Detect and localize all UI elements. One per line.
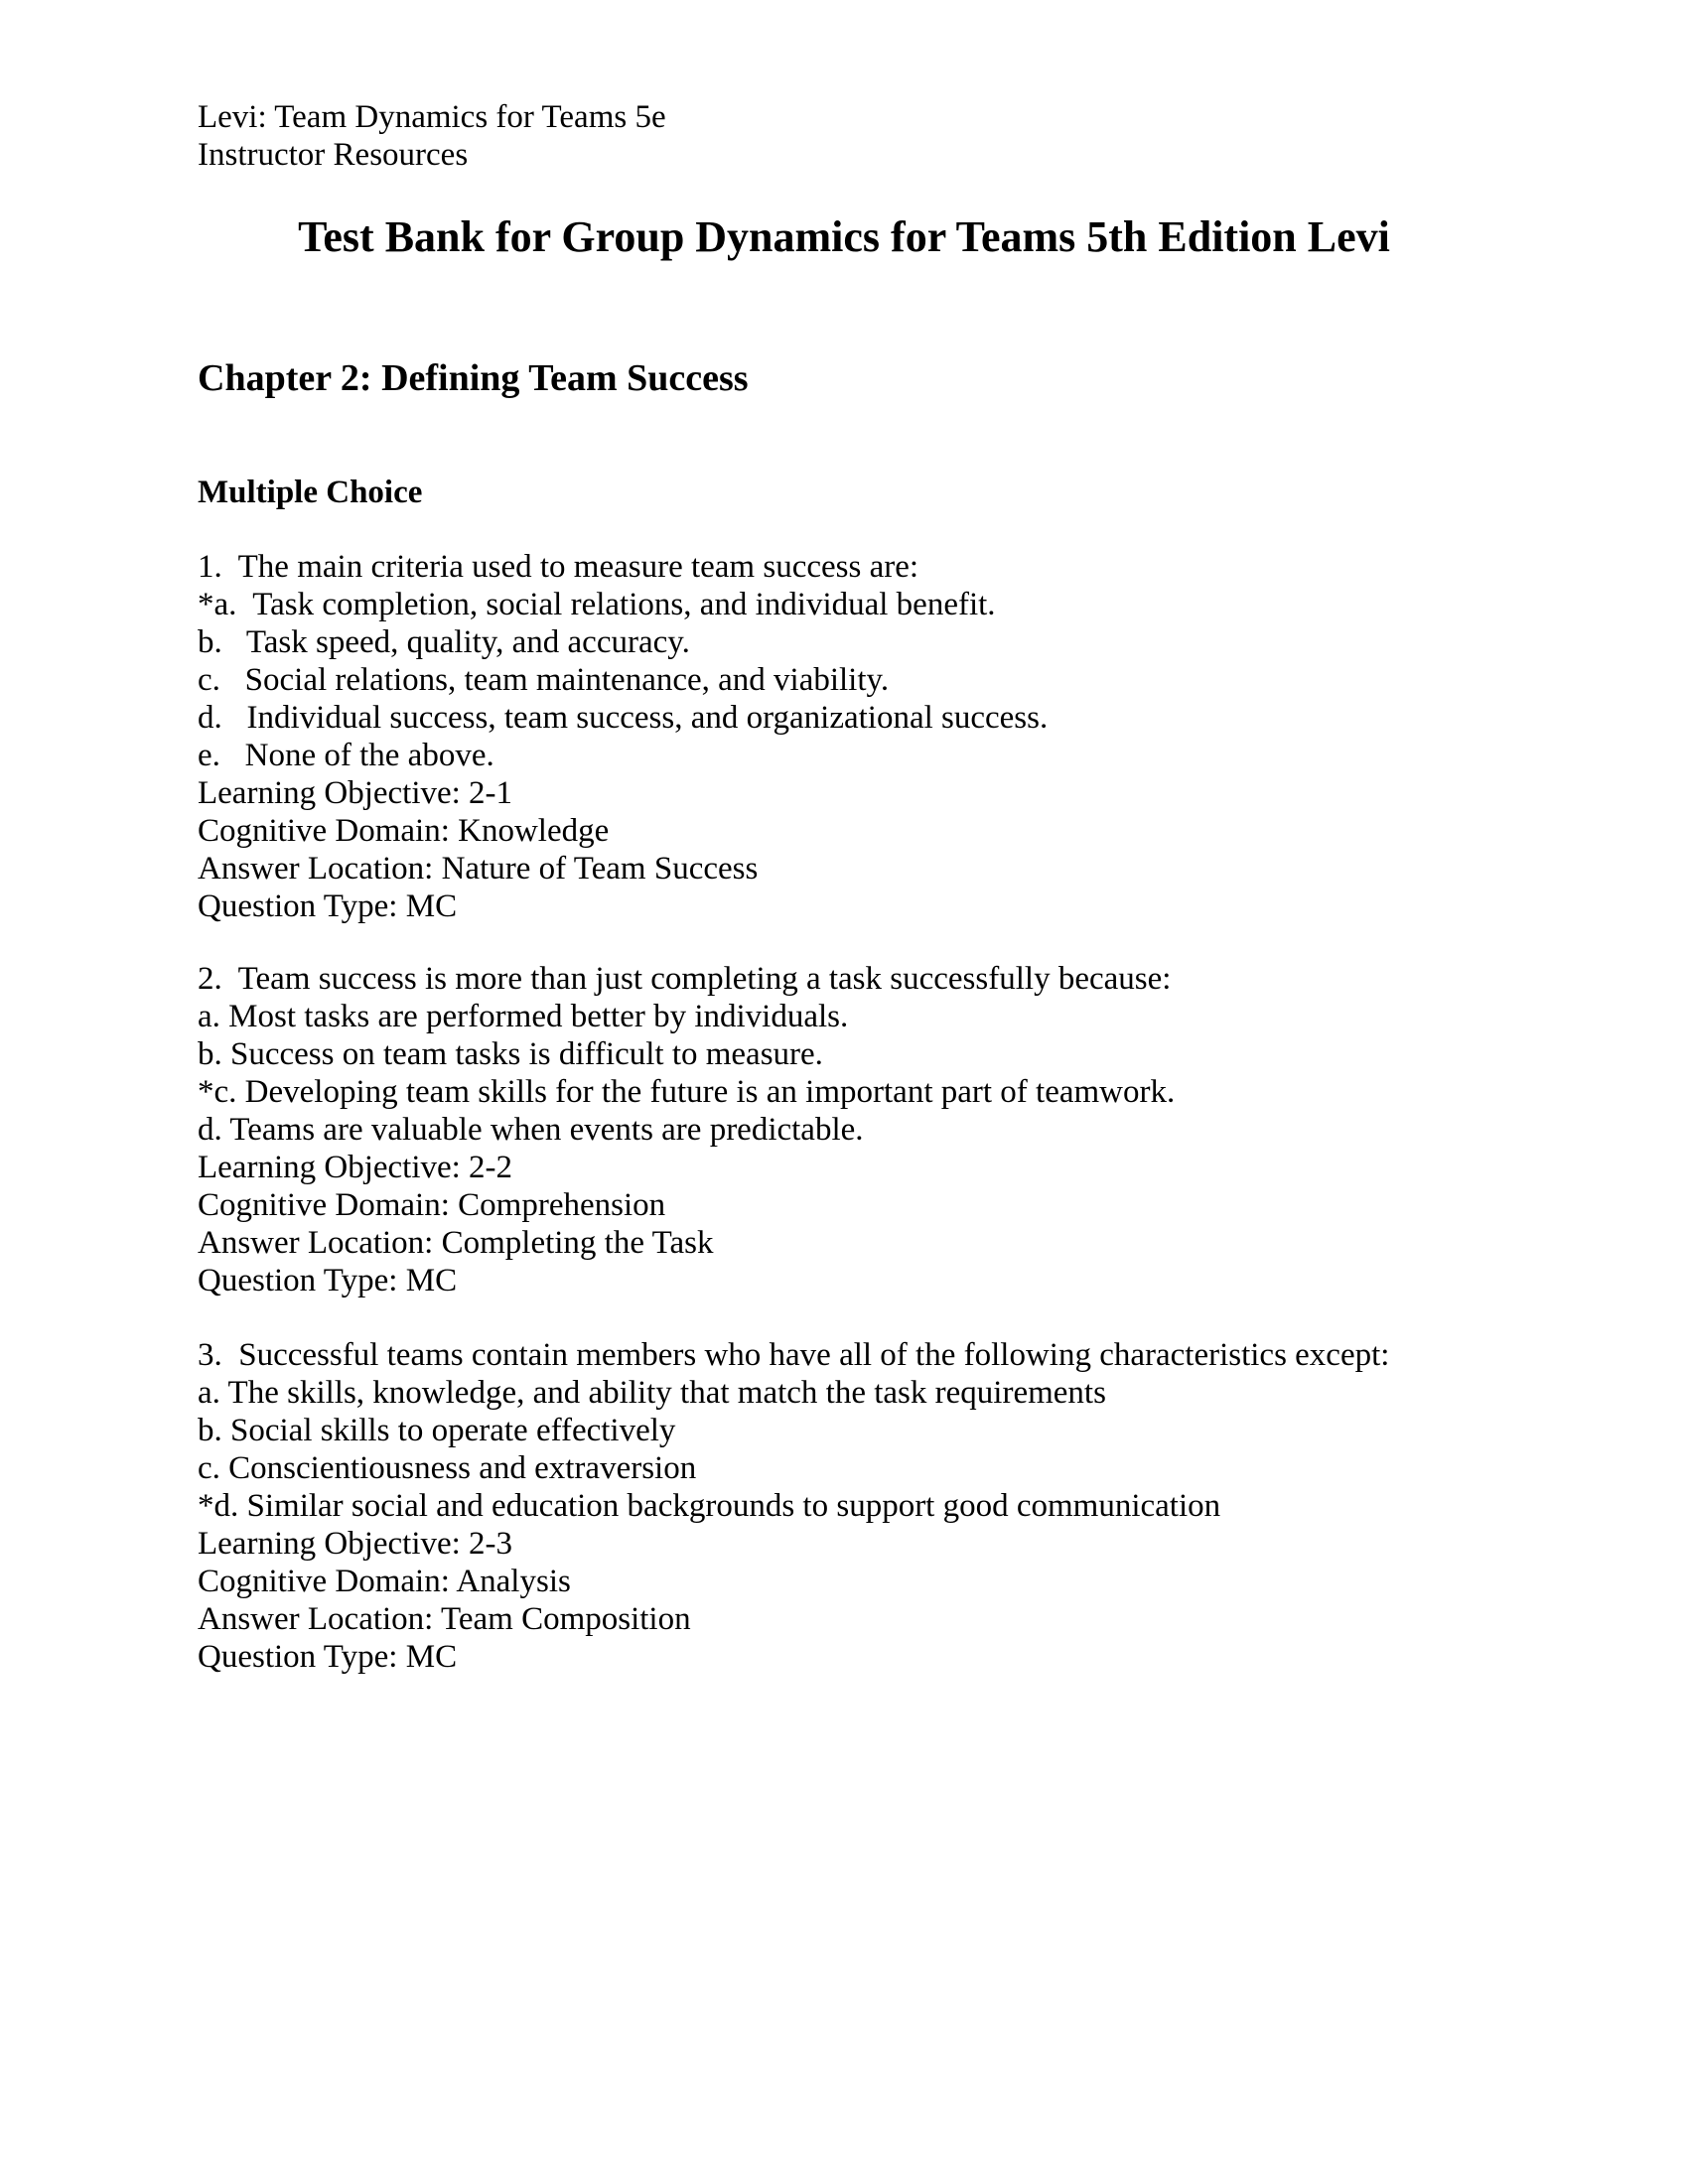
- answer-option: a. The skills, knowledge, and ability that match the task requirements: [198, 1375, 1106, 1411]
- answer-option: d. Teams are valuable when events are predictable.: [198, 1112, 864, 1148]
- cognitive-domain: Cognitive Domain: Comprehension: [198, 1187, 666, 1223]
- answer-location: Answer Location: Team Composition: [198, 1601, 691, 1637]
- question-stem: 1. The main criteria used to measure team success are:: [198, 549, 919, 585]
- question-type: Question Type: MC: [198, 888, 458, 924]
- answer-option: b. Success on team tasks is difficult to measure.: [198, 1036, 823, 1072]
- question-2: [198, 960, 1175, 1299]
- answer-option: e. None of the above.: [198, 738, 494, 773]
- question-stem: 3. Successful teams contain members who have all of the following characteristics except:: [198, 1337, 1390, 1373]
- header-line-1: Levi: Team Dynamics for Teams 5e: [198, 99, 666, 135]
- cognitive-domain: Cognitive Domain: Knowledge: [198, 813, 610, 849]
- learning-objective: Learning Objective: 2-3: [198, 1526, 513, 1562]
- answer-option: c. Conscientiousness and extraversion: [198, 1450, 697, 1486]
- answer-option: d. Individual success, team success, and organizational success.: [198, 700, 1049, 736]
- section-heading: Multiple Choice: [198, 475, 423, 510]
- answer-option: b. Task speed, quality, and accuracy.: [198, 624, 690, 660]
- chapter-heading: Chapter 2: Defining Team Success: [198, 357, 749, 399]
- question-3: [198, 1336, 1389, 1676]
- question-1: [198, 548, 1048, 925]
- learning-objective: Learning Objective: 2-2: [198, 1150, 513, 1185]
- answer-option: b. Social skills to operate effectively: [198, 1413, 676, 1448]
- header-line-2: Instructor Resources: [198, 137, 469, 173]
- running-header: [198, 98, 666, 174]
- answer-location: Answer Location: Completing the Task: [198, 1225, 714, 1261]
- question-type: Question Type: MC: [198, 1639, 458, 1675]
- answer-location: Answer Location: Nature of Team Success: [198, 851, 759, 887]
- cognitive-domain: Cognitive Domain: Analysis: [198, 1564, 571, 1599]
- learning-objective: Learning Objective: 2-1: [198, 775, 513, 811]
- answer-option: a. Most tasks are performed better by individuals.: [198, 999, 849, 1034]
- answer-option: *c. Developing team skills for the future is an important part of teamwork.: [198, 1074, 1176, 1110]
- document-title: Test Bank for Group Dynamics for Teams 5th Edition Levi: [298, 212, 1390, 261]
- question-type: Question Type: MC: [198, 1263, 458, 1298]
- answer-option: *d. Similar social and education backgrounds to support good communication: [198, 1488, 1221, 1524]
- question-stem: 2. Team success is more than just completing a task successfully because:: [198, 961, 1172, 997]
- answer-option: *a. Task completion, social relations, and individual benefit.: [198, 587, 996, 622]
- answer-option: c. Social relations, team maintenance, and viability.: [198, 662, 890, 698]
